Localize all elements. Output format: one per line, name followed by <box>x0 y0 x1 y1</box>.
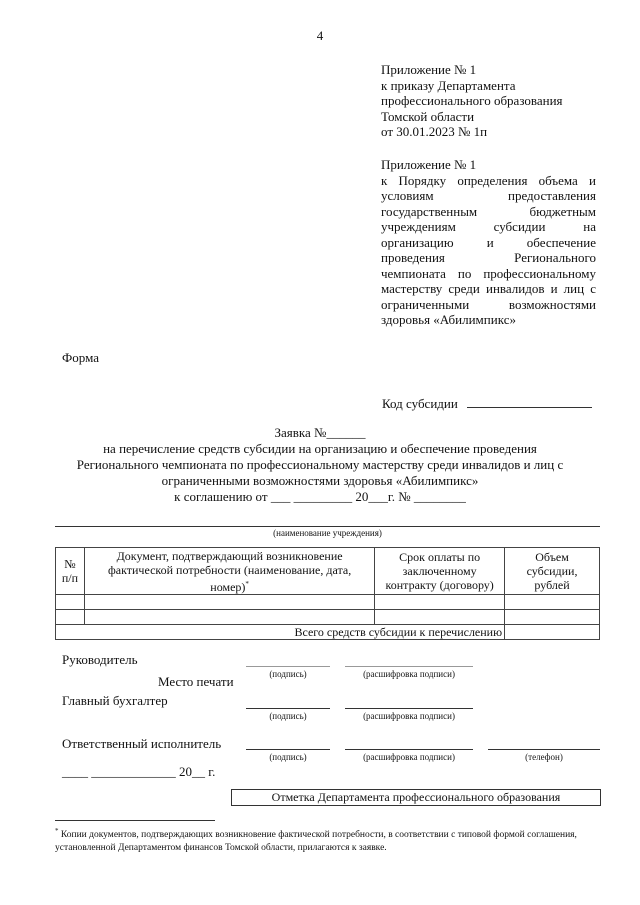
title-line: к соглашению от ___ _________ 20___г. № ________ <box>174 489 466 504</box>
total-amount-cell[interactable] <box>505 625 600 640</box>
accountant-label: Главный бухгалтер <box>62 693 168 708</box>
department-mark-box: Отметка Департамента профессионального образования <box>231 789 601 806</box>
appendix-order-line: к приказу Департамента <box>381 77 516 93</box>
table-cell[interactable] <box>375 610 505 625</box>
column-header-document-text: Документ, подтверждающий возникновение фактической потребности (наименование, дата, номер) <box>107 548 352 594</box>
column-header-amount: Объем субсидии, рублей <box>505 548 600 595</box>
decode-caption: (расшифровка подписи) <box>363 669 455 679</box>
footnote-ref: * <box>245 579 249 588</box>
table-cell[interactable] <box>84 610 374 625</box>
table-cell[interactable] <box>56 610 85 625</box>
appendix-procedure-title: Приложение № 1 <box>381 157 477 172</box>
title-line: Регионального чемпионата по профессиональному мастерству среди инвалидов и лиц с <box>76 457 564 472</box>
executor-label: Ответственный исполнитель <box>62 736 222 751</box>
table-cell[interactable] <box>505 610 600 625</box>
organization-name-caption: (наименование учреждения) <box>273 528 382 538</box>
table-cell[interactable] <box>505 595 600 610</box>
stamp-label: Место печати <box>158 674 234 689</box>
column-header-payment-term: Срок оплаты по заключенному контракту (договору) <box>375 548 505 595</box>
subsidy-code-label: Код субсидии <box>382 396 458 411</box>
table-cell[interactable] <box>375 595 505 610</box>
documents-table <box>55 547 600 640</box>
table-cell[interactable] <box>84 595 374 610</box>
appendix-procedure-block <box>381 157 596 328</box>
signature-caption: (подпись) <box>269 752 307 762</box>
table-row <box>56 610 600 625</box>
appendix-order-block <box>381 62 596 140</box>
appendix-order-line: профессионального образования <box>381 93 563 108</box>
accountant-decode-field[interactable] <box>345 708 473 709</box>
head-signature-field[interactable] <box>246 666 330 667</box>
decode-caption: (расшифровка подписи) <box>363 711 455 721</box>
title-line: на перечисление средств субсидии на организацию и обеспечение проведения <box>103 441 537 456</box>
footnote-text: Копии документов, подтверждающих возникновение фактической потребности, в соответствии с типовой формой соглашения, установленной Департаментом финансов Томской области, прилагаются к заявке. <box>55 830 577 854</box>
appendix-order-line: от 30.01.2023 № 1п <box>381 124 488 139</box>
title-line: ограниченными возможностями здоровья «Абилимпикс» <box>161 473 479 488</box>
footnote-separator <box>55 820 215 821</box>
accountant-signature-field[interactable] <box>246 708 330 709</box>
table-row <box>56 595 600 610</box>
executor-signature-field[interactable] <box>246 749 330 750</box>
date-line: ____ _____________ 20__ г. <box>62 764 216 779</box>
signature-caption: (подпись) <box>269 711 307 721</box>
phone-caption: (телефон) <box>525 752 563 762</box>
subsidy-code <box>382 396 592 412</box>
appendix-procedure-text: к Порядку определения объема и условиям предоставления государственным бюджетным учреждениям субсидии на организацию и обеспечение проведения Регионального чемпионата по профессиональному мастерству среди инвалидов и лиц с ограниченными возможностями здоровья «Абилимпикс» <box>381 172 596 327</box>
decode-caption: (расшифровка подписи) <box>363 752 455 762</box>
appendix-order-line: Томской области <box>381 108 475 124</box>
organization-name-field[interactable] <box>55 526 600 527</box>
subsidy-code-field[interactable] <box>467 396 592 408</box>
table-header-row <box>56 548 600 595</box>
executor-phone-field[interactable] <box>488 749 600 750</box>
column-header-number: № п/п <box>56 548 85 595</box>
title-line: Заявка №______ <box>274 425 366 440</box>
footnote-mark: * <box>55 827 59 835</box>
footnote <box>55 825 603 855</box>
head-label: Руководитель <box>62 652 138 667</box>
signature-caption: (подпись) <box>269 669 307 679</box>
total-label: Всего средств субсидии к перечислению <box>56 625 505 640</box>
appendix-order-line: Приложение № 1 <box>381 62 477 77</box>
table-cell[interactable] <box>56 595 85 610</box>
column-header-document <box>84 548 374 595</box>
head-decode-field[interactable] <box>345 666 473 667</box>
table-total-row <box>56 625 600 640</box>
page-number: 4 <box>316 28 324 43</box>
request-title <box>40 425 600 505</box>
executor-decode-field[interactable] <box>345 749 473 750</box>
form-label: Форма <box>62 350 99 365</box>
